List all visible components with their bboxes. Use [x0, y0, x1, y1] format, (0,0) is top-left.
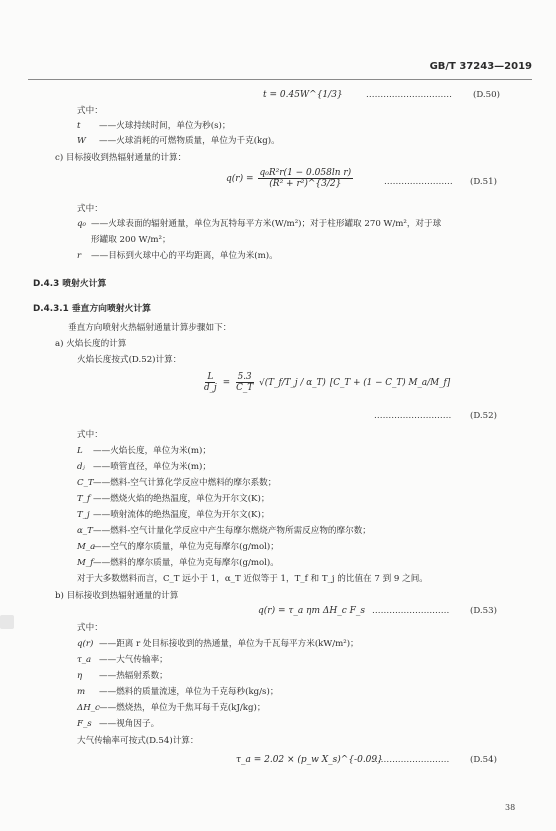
- definition-row: F_s ——视角因子。: [77, 719, 160, 729]
- equation-number-d51: (D.51): [470, 177, 497, 187]
- paragraph-text: 大气传输率可按式(D.54)计算：: [77, 736, 199, 746]
- leader-dots: ……………………: [384, 177, 453, 187]
- definition-row: T_j ——喷射流体的绝热温度，单位为开尔文(K)；: [77, 510, 270, 520]
- equation-d53: q(r) = τ_a ηm ΔH_c F_s: [258, 606, 365, 616]
- page-number: 38: [505, 803, 516, 812]
- leader-dots: ………………………: [374, 411, 452, 421]
- standard-header: GB/T 37243—2019: [429, 61, 532, 72]
- definition-row: L ——火焰长度，单位为米(m)；: [77, 446, 211, 456]
- where-label: 式中：: [77, 623, 103, 633]
- intro-text: 垂直方向喷射火热辐射通量计算步骤如下：: [68, 323, 232, 333]
- definition-row: τ_a ——大气传输率；: [77, 655, 168, 665]
- leader-dots: ………………………: [372, 606, 450, 616]
- binding-clip-mark: [0, 615, 14, 629]
- where-label: 式中：: [77, 204, 103, 214]
- header-rule: [28, 79, 532, 80]
- definition-row: dⱼ ——喷管直径，单位为米(m)；: [77, 462, 211, 472]
- definition-row: M_a ——空气的摩尔质量，单位为克每摩尔(g/mol)；: [77, 542, 279, 552]
- section-heading-d43: D.4.3 喷射火计算: [33, 279, 107, 289]
- definition-row: M_f ——燃料的摩尔质量，单位为克每摩尔(g/mol)。: [77, 558, 279, 568]
- equation-d52: $\frac{L}{d\_j}$ = $\frac{5.3}{C\_T}$ √(T_f/T_j / α_T) [C_T + (1 − C_T) M_a/M_f]: [204, 372, 451, 393]
- equation-d50: t = 0.45W^{1/3}: [263, 90, 343, 100]
- definition-row: q₀ ——火球表面的辐射通量，单位为瓦特每平方米(W/m²)；对于柱形罐取 270 W/m²，对于球: [77, 219, 442, 229]
- where-label: 式中：: [77, 430, 103, 440]
- paragraph-text: 火焰长度按式(D.52)计算：: [77, 355, 182, 365]
- list-item-c: c) 目标接收到热辐射通量的计算：: [55, 153, 187, 163]
- list-item-a: a) 火焰长度的计算: [55, 339, 127, 349]
- definition-row: r ——目标到火球中心的平均距离，单位为米(m)。: [77, 251, 278, 261]
- list-item-b: b) 目标接收到热辐射通量的计算: [55, 591, 179, 601]
- definition-row: C_T ——燃料-空气计算化学反应中燃料的摩尔系数；: [77, 478, 277, 488]
- equation-number-d52: (D.52): [470, 411, 497, 421]
- equation-number-d54: (D.54): [470, 755, 497, 765]
- leader-dots: ………………………: [372, 755, 450, 765]
- definition-row: m ——燃料的质量流速，单位为千克每秒(kg/s)；: [77, 687, 279, 697]
- definition-row: t ——火球持续时间，单位为秒(s)；: [77, 121, 231, 131]
- equation-d51: q(r) = $\frac{\text{q₀R²r(1 − 0.058ln r)}}{\text{(R² + r²)\textasciicircum{}\{3/2\}}}$: [226, 168, 352, 189]
- equation-d54: τ_a = 2.02 × (p_w X_s)^{-0.09}: [236, 755, 383, 765]
- note-text: 对于大多数燃料而言，C_T 远小于 1，α_T 近似等于 1，T_f 和 T_j 的比值在 7 到 9 之间。: [77, 574, 428, 584]
- section-heading-d431: D.4.3.1 垂直方向喷射火计算: [33, 304, 151, 314]
- where-label: 式中：: [77, 106, 103, 116]
- definition-row: W ——火球消耗的可燃物质量，单位为千克(kg)。: [77, 136, 280, 146]
- definition-row: ΔH_c ——燃烧热，单位为千焦耳每千克(kJ/kg)；: [77, 703, 266, 713]
- equation-number-d50: (D.50): [473, 90, 500, 100]
- definition-row: T_f ——燃烧火焰的绝热温度，单位为开尔文(K)；: [77, 494, 270, 504]
- definition-row: q(r) ——距离 r 处目标接收到的热通量，单位为千瓦每平方米(kW/m²)；: [77, 639, 359, 649]
- equation-number-d53: (D.53): [470, 606, 497, 616]
- definition-row: η ——热辐射系数；: [77, 671, 168, 681]
- definition-row: α_T ——燃料-空气计量化学反应中产生每摩尔燃烧产物所需反应物的摩尔数；: [77, 526, 371, 536]
- definition-row: 形罐取 200 W/m²；: [91, 235, 171, 245]
- leader-dots: …………………………: [366, 90, 452, 100]
